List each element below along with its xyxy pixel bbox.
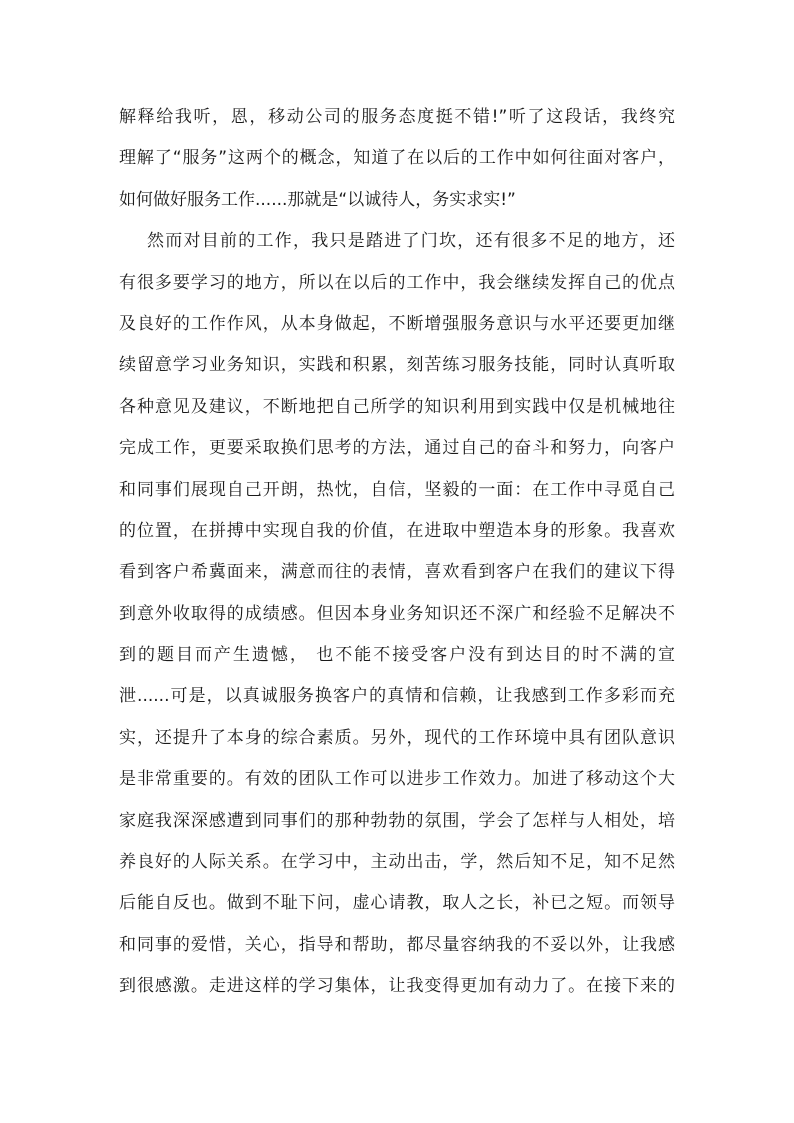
text-line: 看到客户希冀面来，满意而往的表情，喜欢看到客户在我们的建议下得 — [119, 562, 675, 583]
text-line: 后能自反也。做到不耻下问，虚心请教，取人之长，补已之短。而领导 — [119, 893, 675, 914]
text-line: 到很感激。走进这样的学习集体，让我变得更加有动力了。在接下来的 — [119, 976, 675, 997]
text-line: 理解了“服务”这两个的概念，知道了在以后的工作中如何往面对客户， — [119, 148, 675, 169]
text-line: 解释给我听，恩，移动公司的服务态度挺不错!”听了这段话，我终究 — [119, 107, 675, 127]
text-line: 和同事们展现自己开朗，热忱，自信，坚毅的一面：在工作中寻觅自己 — [119, 479, 675, 500]
text-line: 家庭我深深感遭到同事们的那种勃勃的氛围，学会了怎样与人相处，培 — [119, 810, 675, 831]
text-line: 到的题目而产生遗憾， 也不能不接受客户没有到达目的时不满的宣 — [119, 645, 675, 666]
text-line: 续留意学习业务知识，实践和积累，刻苦练习服务技能，同时认真听取 — [119, 355, 675, 376]
text-line: 如何做好服务工作......那就是“以诚待人，务实求实!” — [119, 189, 516, 210]
text-line: 完成工作，更要采取换们思考的方法，通过自己的奋斗和努力，向客户 — [119, 438, 675, 459]
text-line: 然而对目前的工作，我只是踏进了门坎，还有很多不足的地方，还 — [147, 231, 675, 252]
text-line: 养良好的人际关系。在学习中，主动出击，学，然后知不足，知不足然 — [119, 852, 675, 873]
text-line: 有很多要学习的地方，所以在以后的工作中，我会继续发挥自己的优点 — [119, 272, 675, 293]
paragraph-continuation — [119, 97, 675, 221]
text-line: 实，还提升了本身的综合素质。另外，现代的工作环境中具有团队意识 — [119, 727, 675, 748]
text-line: 到意外收取得的成绩感。但因本身业务知识还不深广和经验不足解决不 — [119, 603, 675, 624]
text-line: 及良好的工作作风，从本身做起，不断增强服务意识与水平还要更加继 — [119, 313, 675, 334]
text-line: 泄......可是，以真诚服务换客户的真情和信赖，让我感到工作多彩而充 — [119, 686, 675, 707]
text-line: 和同事的爱惜，关心，指导和帮助，都尽量容纳我的不妥以外，让我感 — [119, 934, 675, 955]
text-line: 的位置，在拼搏中实现自我的价值，在进取中塑造本身的形象。我喜欢 — [119, 520, 675, 541]
paragraph-main — [119, 221, 675, 1007]
text-line: 是非常重要的。有效的团队工作可以进步工作效力。加进了移动这个大 — [119, 769, 675, 790]
text-line: 各种意见及建议，不断地把自己所学的知识利用到实践中仅是机械地往 — [119, 396, 675, 417]
document-body — [119, 97, 675, 1008]
